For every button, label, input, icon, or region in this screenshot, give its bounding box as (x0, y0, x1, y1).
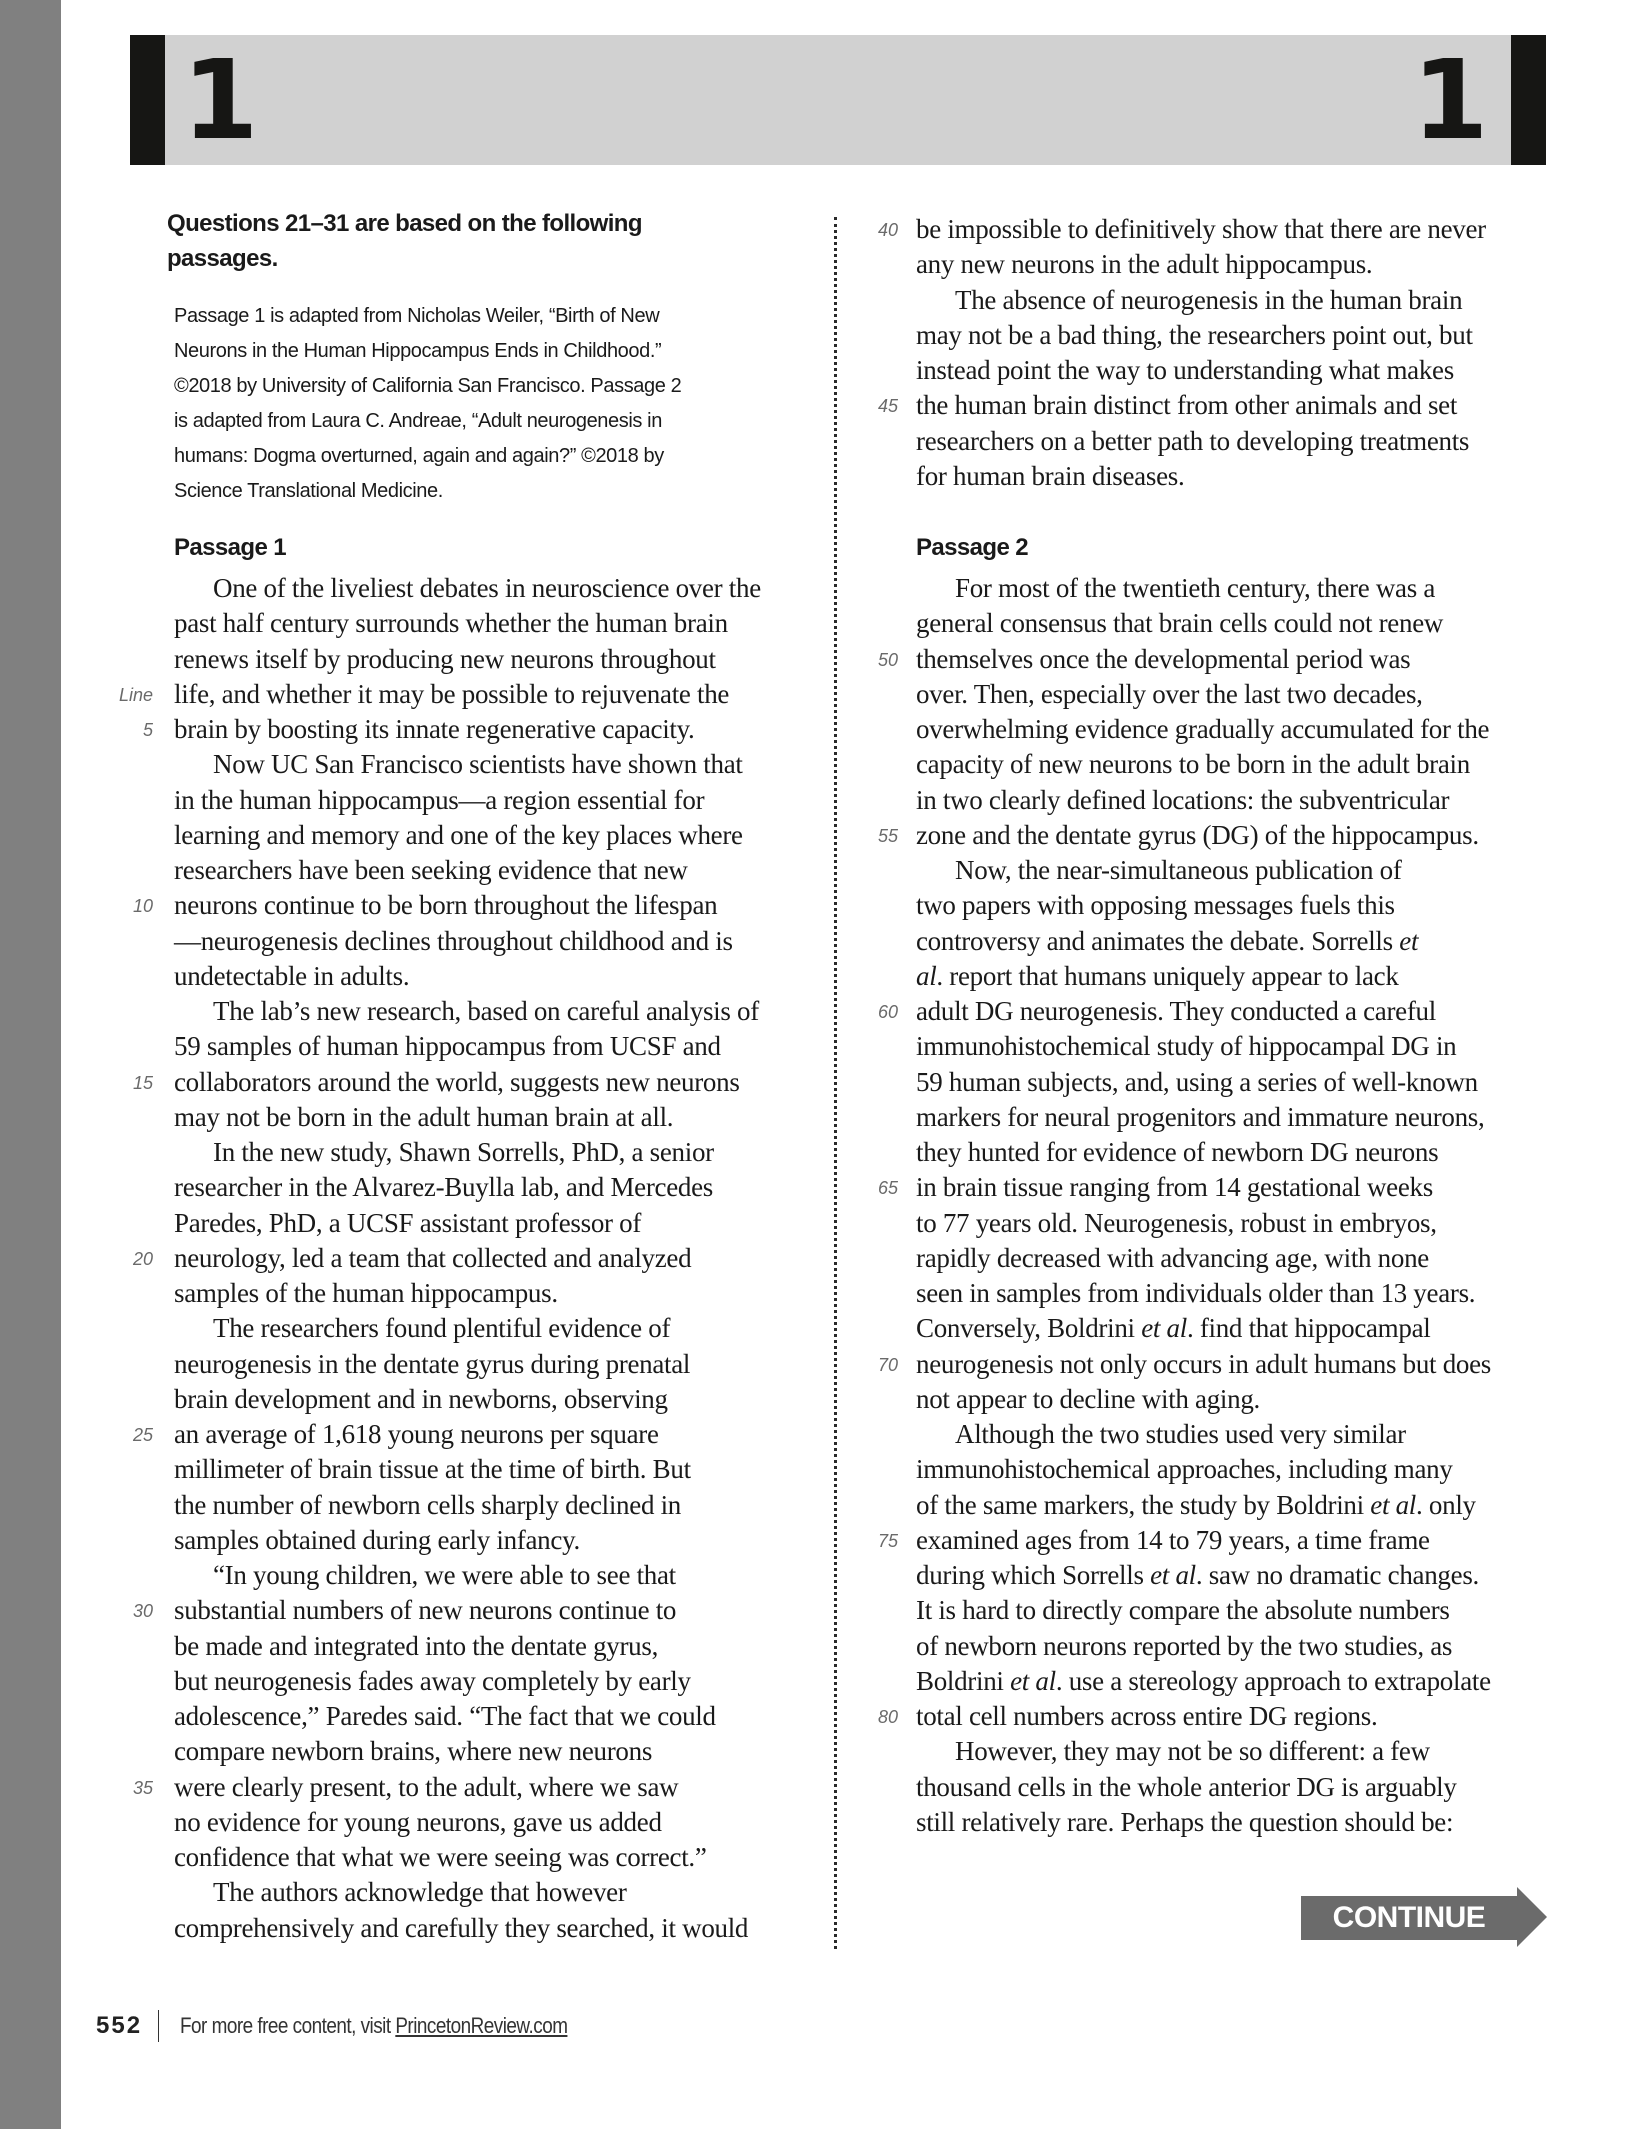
passage-line: may not be a bad thing, the researchers point out, but (916, 319, 1473, 350)
line-number-label: 10 (132, 896, 153, 917)
passage-line: in the human hippocampus—a region essential for (174, 784, 705, 815)
passage-line: seen in samples from individuals older than 13 years. (916, 1278, 1476, 1308)
passage-line: For most of the twentieth century, there was a (955, 573, 1436, 603)
source-line: ©2018 by University of California San Francisco. Passage 2 (174, 375, 682, 397)
passage-line: al. report that humans uniquely appear to lack (916, 960, 1399, 991)
passage-line: The lab’s new research, based on careful analysis of (213, 996, 759, 1026)
passage-line: samples of the human hippocampus. (174, 1278, 558, 1308)
passage-line: learning and memory and one of the key places where (174, 819, 743, 850)
passage-line: of newborn neurons reported by the two studies, as (916, 1630, 1453, 1661)
passage-line: samples obtained during early infancy. (174, 1524, 580, 1555)
passage-line: of the same markers, the study by Boldrini et al. only (916, 1489, 1476, 1520)
passage-line: overwhelming evidence gradually accumulated for the (916, 714, 1490, 744)
passage-line: in brain tissue ranging from 14 gestational weeks (916, 1172, 1433, 1203)
passage-line: neurogenesis not only occurs in adult humans but does (916, 1348, 1492, 1379)
passage-line: the number of newborn cells sharply declined in (174, 1489, 681, 1520)
passage-line: The absence of neurogenesis in the human brain (955, 284, 1463, 315)
passage-line: be made and integrated into the dentate gyrus, (174, 1630, 659, 1661)
passage-line: thousand cells in the whole anterior DG is arguably (916, 1771, 1457, 1802)
passage-line: collaborators around the world, suggests new neurons (174, 1066, 740, 1097)
passage-line: adolescence,” Paredes said. “The fact that we could (174, 1701, 716, 1731)
passage-line: researcher in the Alvarez-Buylla lab, and Mercedes (174, 1172, 713, 1203)
line-number-label: 25 (132, 1425, 153, 1445)
passage-line: adult DG neurogenesis. They conducted a careful (916, 996, 1436, 1026)
line-number-label: 30 (132, 1601, 153, 1622)
passage-line: 59 samples of human hippocampus from UCSF and (174, 1031, 721, 1062)
passage-line: Conversely, Boldrini et al. find that hippocampal (916, 1313, 1431, 1344)
line-number-label: Line (118, 684, 153, 705)
line-number-label: 40 (877, 220, 898, 240)
passage-line: total cell numbers across entire DG regions. (916, 1701, 1378, 1731)
passage-line: over. Then, especially over the last two decades, (916, 678, 1423, 709)
passage-line: undetectable in adults. (174, 960, 410, 991)
passage-line: Now UC San Francisco scientists have shown that (213, 749, 743, 780)
passage-line: immunohistochemical approaches, including many (916, 1454, 1453, 1485)
section-header-right-bar (1511, 35, 1546, 165)
intro-heading-line: Questions 21–31 are based on the following (167, 210, 642, 237)
passage-line: “In young children, we were able to see that (213, 1560, 676, 1590)
line-number-label: 55 (877, 825, 898, 846)
line-number-label: 35 (132, 1777, 153, 1798)
passage-line: be impossible to definitively show that there are never (916, 214, 1486, 244)
passage-line: substantial numbers of new neurons continue to (174, 1595, 677, 1626)
passage-line: compare newborn brains, where new neurons (174, 1736, 653, 1767)
passage-line: Boldrini et al. use a stereology approach to extrapolate (916, 1665, 1491, 1696)
passage-line: —neurogenesis declines throughout childhood and is (174, 925, 733, 956)
passage-line: Although the two studies used very similar (955, 1419, 1406, 1449)
passage-line: in two clearly defined locations: the subventricular (916, 784, 1450, 815)
passage-line: markers for neural progenitors and immature neurons, (916, 1101, 1485, 1132)
passage-line: were clearly present, to the adult, where we saw (174, 1771, 679, 1802)
passage-line: The authors acknowledge that however (213, 1877, 627, 1908)
column-divider (834, 217, 837, 1949)
passage-line: In the new study, Shawn Sorrells, PhD, a senior (213, 1137, 714, 1167)
line-number-label: 45 (877, 396, 898, 417)
page-number: 552 (96, 2012, 143, 2039)
passage-line: to 77 years old. Neurogenesis, robust in embryos, (916, 1207, 1437, 1238)
source-line: is adapted from Laura C. Andreae, “Adult neurogenesis in (174, 410, 662, 432)
passage-line: still relatively rare. Perhaps the question should be: (916, 1806, 1454, 1837)
passage-line: neurogenesis in the dentate gyrus during prenatal (174, 1348, 691, 1379)
passage-line: examined ages from 14 to 79 years, a time frame (916, 1524, 1430, 1555)
passage-line: zone and the dentate gyrus (DG) of the hippocampus. (916, 819, 1479, 850)
passage-line: millimeter of brain tissue at the time of birth. But (174, 1454, 691, 1485)
line-number-label: 75 (877, 1530, 898, 1551)
continue-button[interactable]: CONTINUE (1332, 1901, 1486, 1934)
source-line: humans: Dogma overturned, again and again?” ©2018 by (174, 445, 664, 467)
passage-line: the human brain distinct from other animals and set (916, 390, 1458, 421)
passage-line: may not be born in the adult human brain at all. (174, 1101, 674, 1132)
passage-line: immunohistochemical study of hippocampal DG in (916, 1031, 1457, 1062)
source-line: Neurons in the Human Hippocampus Ends in Childhood.” (174, 340, 662, 362)
passage-line: confidence that what we were seeing was correct.” (174, 1842, 707, 1872)
passage-line: Now, the near-simultaneous publication of (955, 855, 1402, 885)
passage-1-title: Passage 1 (174, 534, 287, 561)
passage-line: capacity of new neurons to be born in the adult brain (916, 749, 1470, 780)
passage-line: any new neurons in the adult hippocampus. (916, 249, 1373, 280)
passage-line: past half century surrounds whether the human brain (174, 608, 728, 639)
line-number-label: 5 (142, 720, 153, 740)
passage-line: general consensus that brain cells could not renew (916, 608, 1444, 639)
passage-2-title: Passage 2 (916, 534, 1029, 561)
passage-line: 59 human subjects, and, using a series of well-known (916, 1066, 1478, 1097)
passage-line: two papers with opposing messages fuels this (916, 890, 1395, 921)
passage-line: instead point the way to understanding what makes (916, 355, 1454, 385)
line-number-label: 15 (132, 1072, 153, 1093)
source-line: Science Translational Medicine. (174, 480, 443, 502)
footer-text (180, 2013, 567, 2039)
passage-line: researchers have been seeking evidence that new (174, 855, 688, 885)
passage-line: brain development and in newborns, observing (174, 1383, 668, 1414)
passage-line: life, and whether it may be possible to rejuvenate the (174, 678, 730, 709)
line-number-label: 70 (877, 1354, 898, 1375)
source-line: Passage 1 is adapted from Nicholas Weiler, “Birth of New (174, 305, 660, 327)
passage-line: themselves once the developmental period was (916, 643, 1411, 674)
passage-line: an average of 1,618 young neurons per square (174, 1419, 659, 1449)
passage-line: However, they may not be so different: a few (955, 1736, 1430, 1767)
passage-line: during which Sorrells et al. saw no dramatic changes. (916, 1560, 1479, 1590)
line-number-label: 50 (877, 649, 898, 670)
passage-line: renews itself by producing new neurons throughout (174, 643, 716, 674)
passage-line: neurons continue to be born throughout the lifespan (174, 890, 718, 921)
passage-line: Paredes, PhD, a UCSF assistant professor of (174, 1207, 642, 1238)
line-number-label: 20 (132, 1248, 153, 1269)
passage-line: The researchers found plentiful evidence of (213, 1313, 671, 1344)
passage-line: brain by boosting its innate regenerative capacity. (174, 714, 695, 744)
page-margin-bar (0, 0, 61, 2129)
section-header-band (130, 35, 1546, 165)
passage-line: no evidence for young neurons, gave us added (174, 1806, 662, 1837)
passage-line: for human brain diseases. (916, 460, 1185, 491)
passage-line: they hunted for evidence of newborn DG neurons (916, 1137, 1439, 1167)
passage-line: One of the liveliest debates in neuroscience over the (213, 573, 761, 603)
passage-line: rapidly decreased with advancing age, with none (916, 1242, 1429, 1273)
section-header-left-bar (130, 35, 165, 165)
line-number-label: 80 (877, 1707, 898, 1727)
footer-divider (158, 2010, 159, 2042)
line-number-label: 60 (877, 1002, 898, 1022)
intro-heading-line: passages. (167, 245, 278, 272)
line-number-label: 65 (877, 1178, 898, 1199)
passage-line: It is hard to directly compare the absolute numbers (916, 1595, 1450, 1626)
section-number-right: 1 (1412, 36, 1485, 164)
passage-line: controversy and animates the debate. Sorrells et (916, 925, 1419, 956)
passage-line: comprehensively and carefully they searched, it would (174, 1912, 749, 1943)
passage-line: not appear to decline with aging. (916, 1383, 1260, 1414)
passage-line: but neurogenesis fades away completely by early (174, 1665, 691, 1696)
passage-line: neurology, led a team that collected and analyzed (174, 1242, 692, 1273)
section-number-left: 1 (182, 36, 255, 164)
passage-line: researchers on a better path to developing treatments (916, 425, 1470, 456)
princeton-review-link[interactable]: PrincetonReview.com (395, 2013, 568, 2038)
footer-message: For more free content, visit (180, 2013, 396, 2038)
